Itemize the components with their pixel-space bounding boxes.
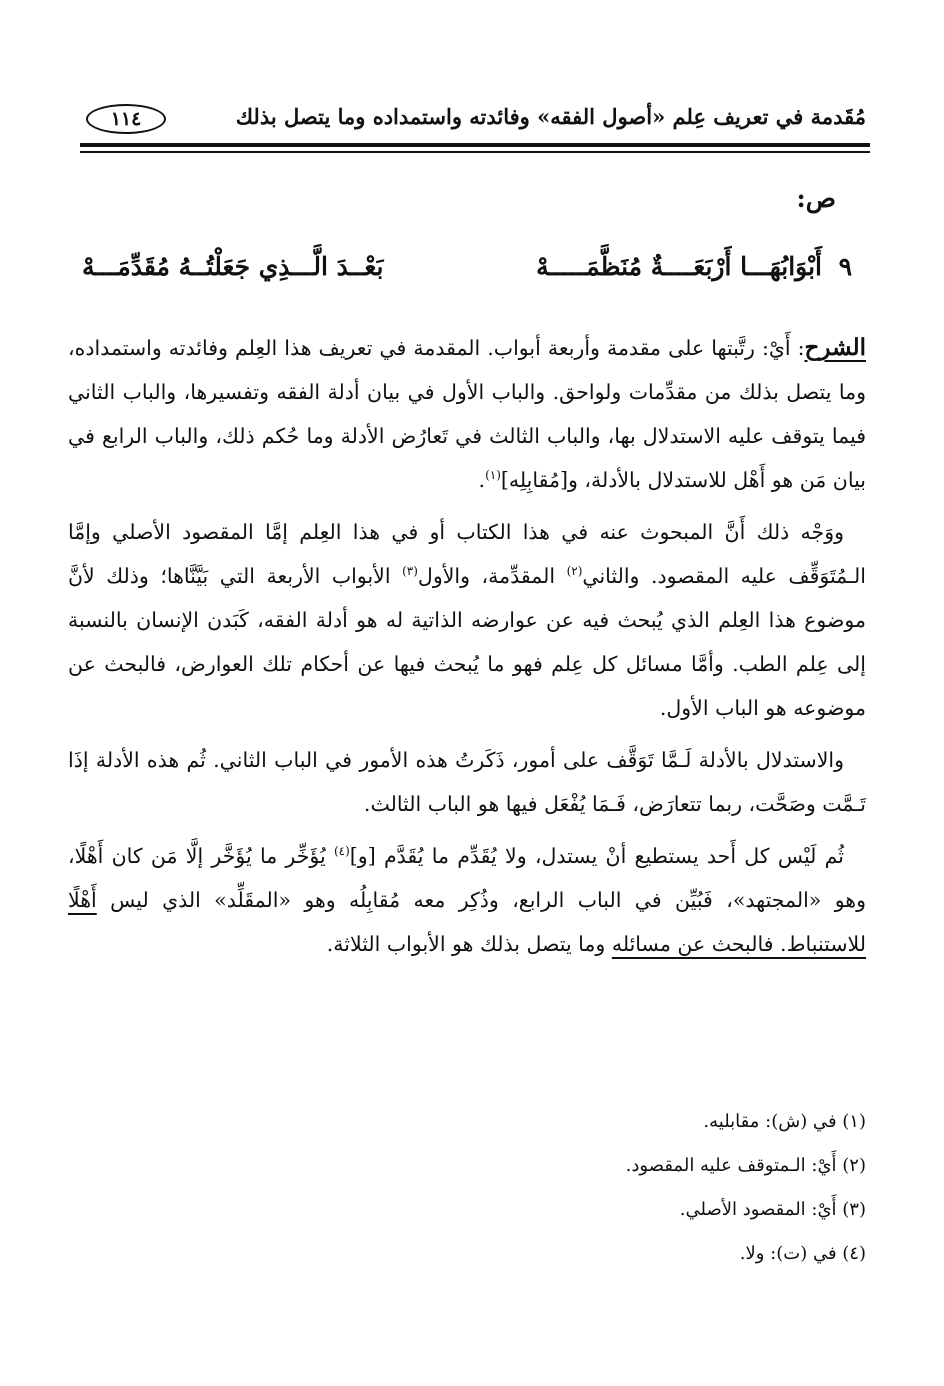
footnote-2: (٢) أَيْ: الـمتوقف عليه المقصود. xyxy=(625,1155,866,1176)
header-rule-thin xyxy=(80,151,870,153)
header-title: مُقَدمة في تعريف عِلم «أصول الفقه» وفائدته واستمداده وما يتصل بذلك xyxy=(235,104,866,129)
commentary-paragraph-2 xyxy=(68,510,866,730)
footnotes xyxy=(68,1100,866,1276)
commentary-body xyxy=(68,326,866,974)
paragraph-text: : أَيْ: رتَّبتها على مقدمة وأربعة أبواب. المقدمة في تعريف هذا العِلم وفائدته واستمداده، وما يتصل بذلك من مقدِّمات ولواحق. والباب الأول في بيان أدلة الفقه وتفسيرها، والباب الثاني فيما يتوقف عليه الاستدلال بها، والباب الثالث في تَعارُض الأدلة وما حُكم ذلك، والباب الرابع في بيان مَن هو أَهْل للاستدلال بالأدلة، و[مُقابِلِه] xyxy=(68,336,866,492)
verse-line xyxy=(82,250,852,294)
paragraph-text: ثُم لَيْس كل أَحد يستطيع أنْ يستدل، ولا يُقَدِّم ما يُقَدَّم [و] xyxy=(349,844,844,868)
commentary-paragraph-1 xyxy=(68,326,866,502)
footnote-3: (٣) أَيْ: المقصود الأصلي. xyxy=(679,1199,866,1220)
verse-hemistich-second: بَعْــدَ الَّـــذِي جَعَلْتُــهُ مُقَدِّمَـــهْ xyxy=(82,252,384,281)
footnote-4: (٤) في (ت): ولا. xyxy=(739,1243,866,1264)
header-rule-thick xyxy=(80,143,870,147)
paragraph-text: يُؤَخِّر ما يُؤَخَّر إلَّا مَن كان أَهْلًا، وهو «المجتهد»، فَبُيِّن في الباب الرابع، وذُكِر معه مُقابِلُه وهو «المقَلِّد» الذي ليس xyxy=(68,844,866,912)
footnote-1: (١) في (ش): مقابليه. xyxy=(703,1111,866,1132)
commentary-paragraph-4 xyxy=(68,834,866,966)
verse-number: ٩ xyxy=(838,252,852,281)
footnote-ref-3: (٣) xyxy=(402,564,418,579)
paragraph-text: الأبواب الأربعة التي بَيَّنَّاها؛ وذلك لأنَّ موضوع هذا العِلم الذي يُبحث فيه عن عوارضه الذاتية له هو أدلة الفقه، كَبَدن الإنسان بالنسبة إلى عِلم الطب. وأمَّا مسائل كل عِلم فهو ما يُبحث فيها عن أحكام تلك العوارض، فالبحث عن موضوعه هو الباب الأول. xyxy=(68,564,866,720)
running-header xyxy=(80,100,866,142)
matn-label: ص: xyxy=(796,184,836,213)
paragraph-text: . xyxy=(478,468,486,492)
commentary-paragraph-3: والاستدلال بالأدلة لَـمَّا تَوَقَّف على أمور، ذَكَرتُ هذه الأمور في الباب الثاني. ثُم هذه الأدلة إذَا تَـمَّت وصَحَّت، ربما تتعارَض، فَـمَا يُفْعَل فيها هو الباب الثالث. xyxy=(68,748,866,816)
footnote-ref-4: (٤) xyxy=(333,844,350,859)
paragraph-text: المقدِّمة، والأول xyxy=(417,564,567,588)
paragraph-text: ووَجْه ذلك أَنَّ المبحوث عنه في هذا الكتاب أو في هذا العِلم إمَّا المقصود الأصلي وإمَّا الـمُتَوَقِّف عليه المقصود. والثاني xyxy=(68,520,866,588)
footnote-ref-2: (٢) xyxy=(566,564,583,579)
underlined-phrase: أَهْلًا للاستنباط. فالبحث عن مسائله xyxy=(68,888,866,956)
sharh-label: الشرح xyxy=(804,334,866,361)
page-number: ١١٤ xyxy=(86,104,166,134)
footnote-ref-1: (١) xyxy=(485,468,501,483)
paragraph-text: وما يتصل بذلك هو الأبواب الثلاثة. xyxy=(326,932,612,956)
verse-hemistich-first: أَبْوَابُهَـــا أَرْبَعَــــةٌ مُنَظَّمَـــــهْ xyxy=(536,252,822,281)
